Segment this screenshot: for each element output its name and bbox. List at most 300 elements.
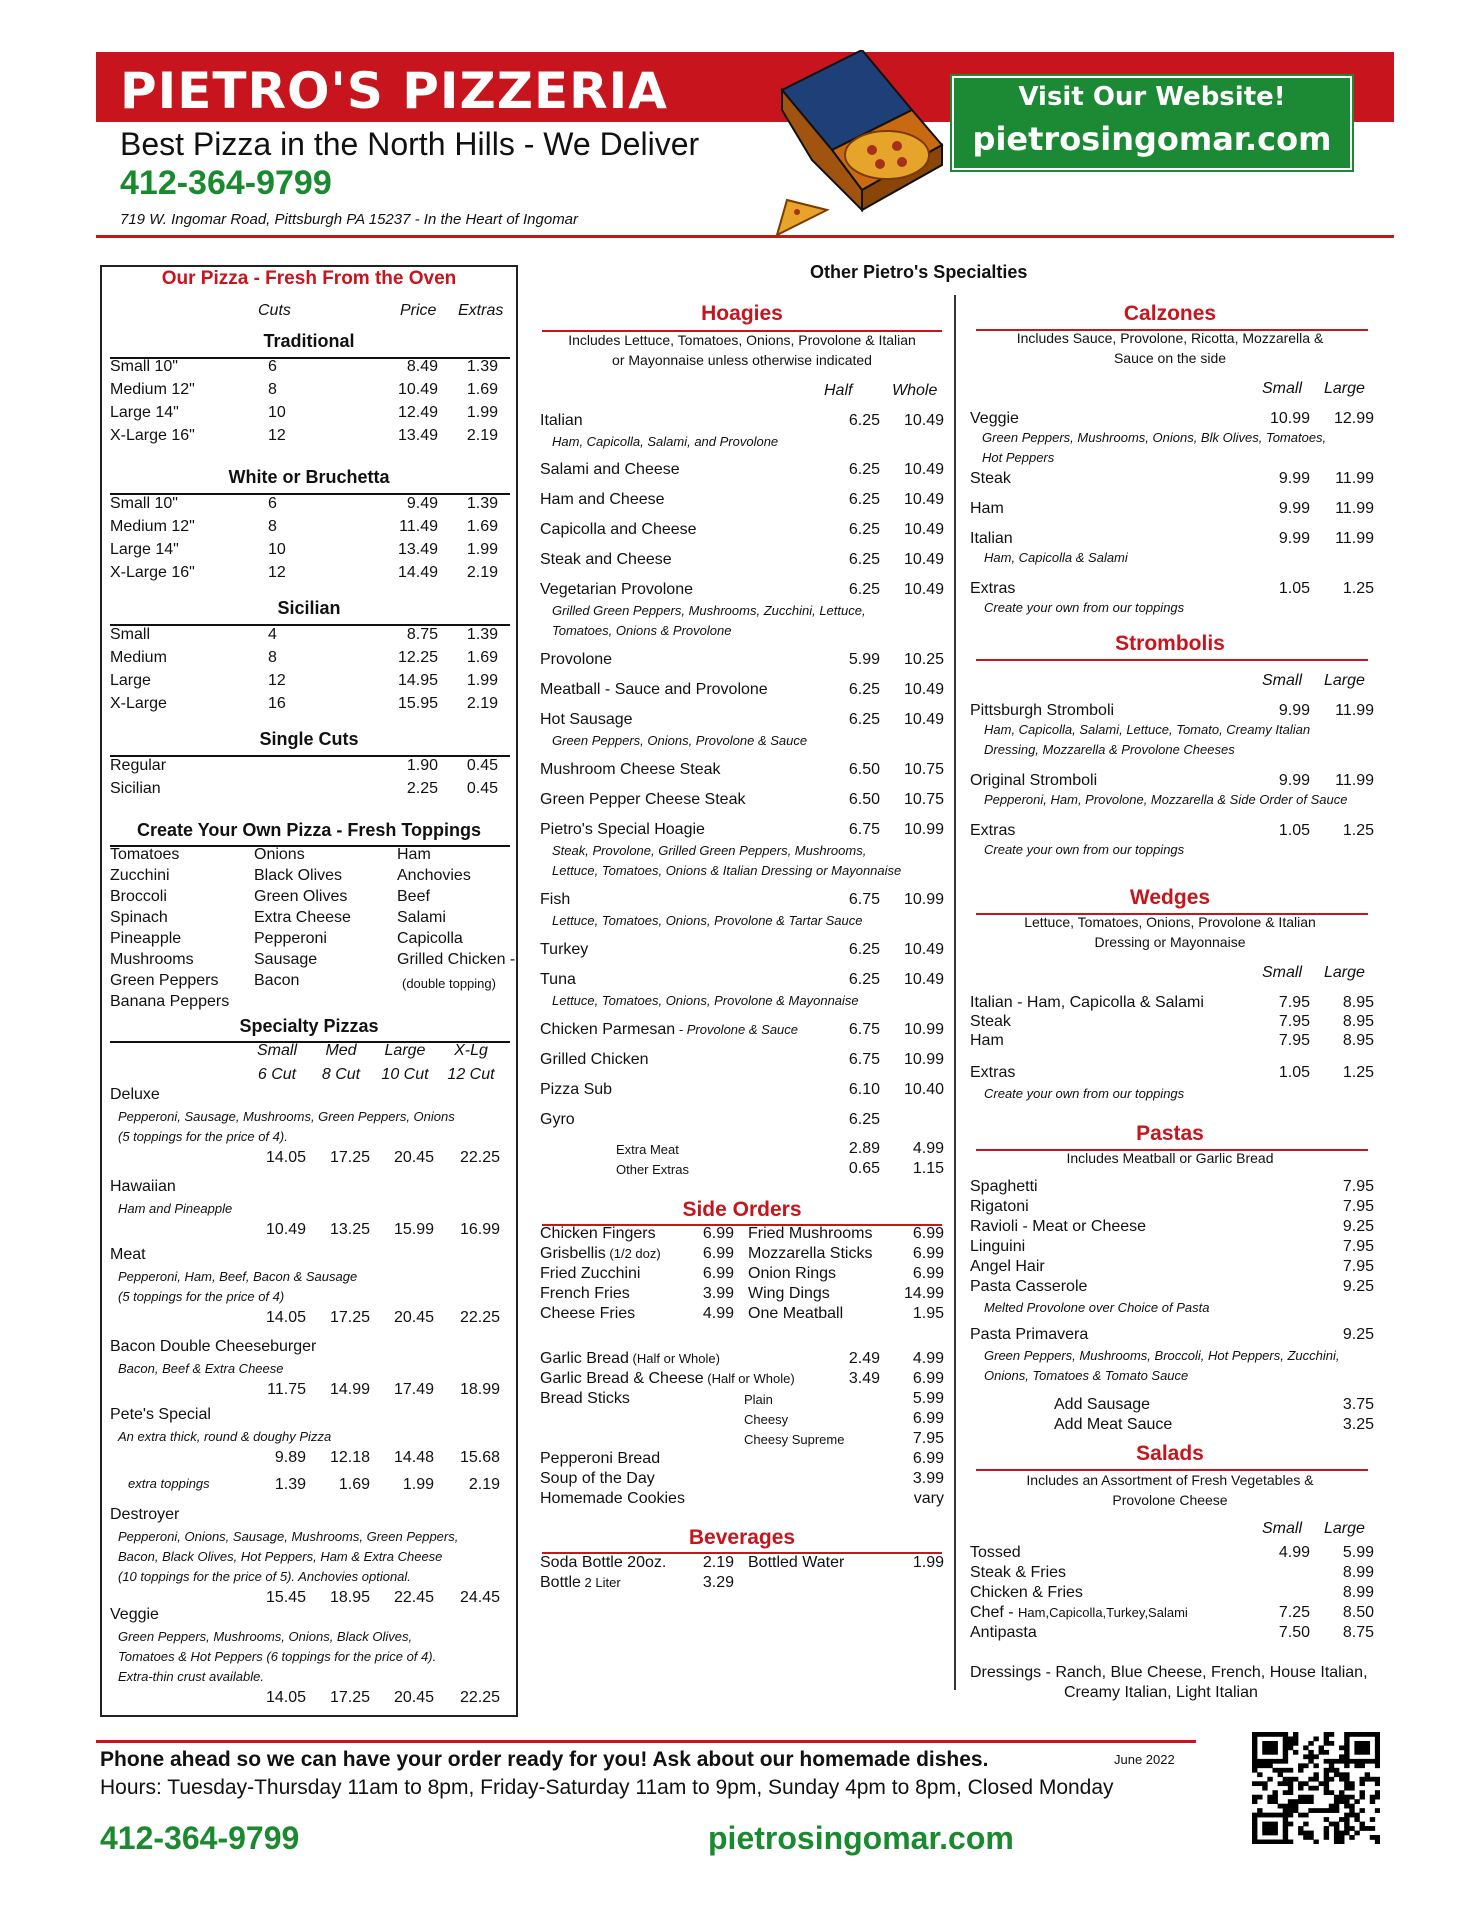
size-name: X-Large [110, 695, 167, 712]
specialty-price: 22.25 [459, 1309, 500, 1326]
garlic-note: (Half or Whole) [703, 1371, 795, 1386]
garlic-name: Garlic Bread (Half or Whole) [540, 1350, 720, 1367]
stromboli-name: Pittsburgh Stromboli [970, 702, 1115, 719]
calzone-small: 1.05 [1278, 580, 1310, 597]
specialty-price: 9.89 [274, 1449, 306, 1466]
salad-large: 8.50 [1342, 1604, 1374, 1621]
topping-item: Grilled Chicken - [397, 951, 516, 968]
size-price: 13.49 [397, 427, 438, 444]
size-cuts: 8 [268, 649, 277, 666]
stromboli-desc: Ham, Capicolla, Salami, Lettuce, Tomato, Creamy Italian [984, 722, 1311, 737]
stromboli-small: 9.99 [1278, 772, 1310, 789]
hoagie-half: 6.25 [848, 941, 880, 958]
hoagie-name: Meatball - Sauce and Provolone [540, 681, 768, 698]
pasta-name: Linguini [970, 1238, 1026, 1255]
calzone-small: 9.99 [1278, 470, 1310, 487]
col-small: Small [1262, 672, 1303, 689]
side-price: 6.99 [702, 1225, 734, 1242]
beverages-title: Beverages [688, 1526, 796, 1549]
specialty-price: 11.75 [267, 1381, 306, 1398]
calzone-desc: Create your own from our toppings [984, 600, 1185, 615]
hoagie-name: Turkey [540, 941, 589, 958]
hoagie-name: Capicolla and Cheese [540, 521, 697, 538]
extra-topping-price: 1.39 [274, 1476, 306, 1493]
size-cuts: 10 [268, 541, 286, 558]
topping-item: Anchovies [397, 867, 471, 884]
pasta-price: 7.95 [1342, 1238, 1374, 1255]
extra-topping-price: 2.19 [468, 1476, 500, 1493]
hoagie-name: Fish [540, 891, 571, 908]
hoagie-whole: 10.99 [903, 1021, 944, 1038]
phone-number[interactable]: 412-364-9799 [120, 164, 332, 202]
wedge-extras-large: 1.25 [1342, 1064, 1374, 1081]
calzone-large: 11.99 [1335, 500, 1374, 517]
size-price: 15.95 [397, 695, 438, 712]
side-name: One Meatball [748, 1305, 844, 1322]
size-header: Small [256, 1042, 297, 1059]
stromboli-small: 9.99 [1278, 702, 1310, 719]
calzone-small: 9.99 [1278, 530, 1310, 547]
calzones-note: Sauce on the side [1113, 350, 1227, 366]
pasta-name: Pasta Casserole [970, 1278, 1088, 1295]
side-note: (1/2 doz) [605, 1246, 661, 1261]
side-name: Onion Rings [748, 1265, 837, 1282]
topping-item: Capicolla [397, 930, 463, 947]
garlic-note: (Half or Whole) [628, 1351, 720, 1366]
specialty-title: Specialty Pizzas [239, 1016, 379, 1036]
pasta-name: Ravioli - Meat or Cheese [970, 1218, 1147, 1235]
specialty-name: Veggie [110, 1606, 159, 1623]
hoagie-desc: Lettuce, Tomatoes, Onions & Italian Dressing or Mayonnaise [552, 863, 902, 878]
hoagie-desc: Steak, Provolone, Grilled Green Peppers, Mushrooms, [552, 843, 867, 858]
hoagie-whole: 10.49 [903, 941, 944, 958]
hoagie-whole: 10.40 [903, 1081, 944, 1098]
hoagie-desc: Lettuce, Tomatoes, Onions, Provolone & Mayonnaise [552, 993, 859, 1008]
brand-title: PIETRO'S PIZZERIA [120, 62, 668, 120]
size-extra: 1.99 [466, 672, 498, 689]
size-cuts: 16 [268, 695, 286, 712]
footer-note: Phone ahead so we can have your order ready for you! Ask about our homemade dishes. [100, 1748, 989, 1771]
topping-item: Spinach [110, 909, 168, 926]
hoagie-extra-half: 0.65 [848, 1160, 880, 1177]
column-divider [954, 295, 956, 1690]
hoagie-name: Ham and Cheese [540, 491, 665, 508]
hoagie-desc: Green Peppers, Onions, Provolone & Sauce [552, 733, 808, 748]
side-name: Fried Zucchini [540, 1265, 641, 1282]
hoagie-suffix: - Provolone & Sauce [675, 1022, 799, 1037]
specialty-price: 14.48 [393, 1449, 434, 1466]
col-half: Half [824, 382, 853, 399]
beverage-note: 2 Liter [580, 1575, 621, 1590]
strombolis-title: Strombolis [1115, 632, 1225, 655]
size-price: 14.95 [397, 672, 438, 689]
size-price: 9.49 [406, 495, 438, 512]
side-price: 6.99 [912, 1245, 944, 1262]
hoagie-name: Tuna [540, 971, 576, 988]
size-name: Small 10" [110, 358, 178, 375]
topping-item: Pineapple [110, 930, 182, 947]
size-name: Large 14" [110, 404, 179, 421]
wedge-name: Ham [970, 1032, 1004, 1049]
beverage-name: Bottled Water [748, 1554, 845, 1571]
website-url[interactable]: pietrosingomar.com [972, 120, 1332, 158]
pasta-name: Angel Hair [970, 1258, 1045, 1275]
hoagie-half: 6.75 [848, 821, 880, 838]
topping-item: Black Olives [254, 867, 343, 884]
pasta-add: Add Sausage [1054, 1396, 1151, 1413]
pasta-add-price: 3.75 [1342, 1396, 1374, 1413]
specialty-desc: Pepperoni, Sausage, Mushrooms, Green Peppers, Onions [118, 1109, 455, 1124]
section-traditional: Traditional [263, 331, 355, 351]
pasta-primavera-note: Green Peppers, Mushrooms, Broccoli, Hot Peppers, Zucchini, [984, 1348, 1340, 1363]
size-price: 8.49 [406, 358, 438, 375]
topping-item: Salami [397, 909, 446, 926]
topping-item: Sausage [254, 951, 318, 968]
side-name: Fried Mushrooms [748, 1225, 873, 1242]
hoagie-half: 6.25 [848, 491, 880, 508]
pasta-add: Add Meat Sauce [1054, 1416, 1173, 1433]
stromboli-desc: Dressing, Mozzarella & Provolone Cheeses [984, 742, 1235, 757]
col-large: Large [1324, 1520, 1365, 1537]
size-extra: 1.99 [466, 541, 498, 558]
tagline: Best Pizza in the North Hills - We Deliver [120, 126, 700, 162]
salad-large: 8.99 [1342, 1584, 1374, 1601]
specialty-price: 20.45 [393, 1149, 434, 1166]
size-price: 12.25 [397, 649, 438, 666]
hoagie-whole: 10.49 [903, 551, 944, 568]
hoagie-half: 6.50 [848, 791, 880, 808]
salads-rule [976, 1469, 1368, 1471]
salad-dressings: Creamy Italian, Light Italian [1064, 1684, 1258, 1701]
hoagie-half: 6.75 [848, 1051, 880, 1068]
hoagie-whole: 10.49 [903, 681, 944, 698]
size-extra: 1.69 [466, 381, 498, 398]
hoagie-whole: 10.49 [903, 521, 944, 538]
salad-name: Chef - Ham,Capicolla,Turkey,Salami [970, 1604, 1188, 1621]
wedge-small: 7.95 [1278, 994, 1310, 1011]
size-price: 10.49 [397, 381, 438, 398]
specialty-price: 17.25 [329, 1149, 370, 1166]
size-cuts: 10 [268, 404, 286, 421]
beverage-price: 3.29 [702, 1574, 734, 1591]
size-price: 11.49 [399, 518, 438, 535]
hoagie-whole: 10.49 [903, 412, 944, 429]
specialty-price: 12.18 [329, 1449, 370, 1466]
size-name: Small 10" [110, 495, 178, 512]
specialty-price: 17.25 [329, 1689, 370, 1706]
size-extra: 1.99 [466, 404, 498, 421]
specialty-price: 10.49 [265, 1221, 306, 1238]
specialty-price: 22.25 [459, 1689, 500, 1706]
size-cuts: 12 [268, 427, 286, 444]
size-cuts: 4 [268, 626, 277, 643]
wedge-large: 8.95 [1342, 1032, 1374, 1049]
side-price: 1.95 [912, 1305, 944, 1322]
hoagie-whole: 10.49 [903, 491, 944, 508]
salad-name: Chicken & Fries [970, 1584, 1083, 1601]
topping-item: Bacon [254, 972, 300, 989]
hoagie-name: Mushroom Cheese Steak [540, 761, 721, 778]
col-small: Small [1262, 964, 1303, 981]
hoagie-half: 6.50 [848, 761, 880, 778]
extra-toppings-label: extra toppings [128, 1476, 210, 1491]
topping-note: (double topping) [402, 976, 496, 991]
hoagie-whole: 10.99 [903, 1051, 944, 1068]
header-rule [96, 235, 1394, 238]
salad-name: Antipasta [970, 1624, 1037, 1641]
pasta-name: Spaghetti [970, 1178, 1038, 1195]
salad-dressings: Dressings - Ranch, Blue Cheese, French, House Italian, [970, 1664, 1368, 1681]
hoagie-name: Green Pepper Cheese Steak [540, 791, 746, 808]
topping-item: Mushrooms [110, 951, 194, 968]
topping-item: Banana Peppers [110, 993, 230, 1010]
wedges-note: Lettuce, Tomatoes, Onions, Provolone & Italian [1024, 914, 1316, 930]
qr-code-icon[interactable] [1252, 1732, 1380, 1844]
stromboli-large: 1.25 [1342, 822, 1374, 839]
size-extra: 2.19 [466, 695, 498, 712]
section-white: White or Bruchetta [228, 467, 390, 487]
specialty-desc: Green Peppers, Mushrooms, Onions, Black Olives, [118, 1629, 413, 1644]
pasta-add-price: 3.25 [1342, 1416, 1374, 1433]
size-extra: 1.39 [466, 358, 498, 375]
size-price: 8.75 [406, 626, 438, 643]
toppings-title: Create Your Own Pizza - Fresh Toppings [136, 820, 482, 840]
pasta-casserole-note: Melted Provolone over Choice of Pasta [984, 1300, 1210, 1315]
specialty-desc: (10 toppings for the price of 5). Anchovies optional. [118, 1569, 411, 1584]
salad-small: 7.25 [1278, 1604, 1310, 1621]
footer-website[interactable]: pietrosingomar.com [708, 1820, 1014, 1856]
specialty-desc: (5 toppings for the price of 4) [118, 1289, 285, 1304]
specialty-desc: Ham and Pineapple [118, 1201, 233, 1216]
size-extra: 1.69 [466, 518, 498, 535]
hoagie-half: 6.25 [848, 1111, 880, 1128]
wedge-extras-note: Create your own from our toppings [984, 1086, 1185, 1101]
footer-phone[interactable]: 412-364-9799 [100, 1820, 300, 1856]
other-specialties-title: Other Pietro's Specialties [810, 262, 1028, 282]
calzone-desc: Ham, Capicolla & Salami [984, 550, 1128, 565]
hoagie-whole: 10.49 [903, 581, 944, 598]
size-extra: 1.39 [466, 495, 498, 512]
salad-note: Ham,Capicolla,Turkey,Salami [1018, 1605, 1188, 1620]
pizza-box-icon [752, 50, 952, 245]
hoagie-half: 6.25 [848, 971, 880, 988]
specialty-desc: Pepperoni, Ham, Beef, Bacon & Sausage [118, 1269, 358, 1284]
hoagie-extra-name: Other Extras [616, 1162, 689, 1177]
specialty-price: 16.99 [459, 1221, 500, 1238]
menu-date: June 2022 [1114, 1752, 1175, 1767]
hoagie-desc: Grilled Green Peppers, Mushrooms, Zucchini, Lettuce, [552, 603, 866, 618]
pasta-price: 9.25 [1342, 1218, 1374, 1235]
topping-item: Zucchini [110, 867, 170, 884]
hoagies-note: or Mayonnaise unless otherwise indicated [612, 352, 872, 368]
cut-header: 10 Cut [381, 1066, 429, 1083]
stick-type: Plain [744, 1392, 773, 1407]
pastas-title: Pastas [1136, 1122, 1204, 1145]
topping-item: Tomatoes [110, 846, 180, 863]
hoagie-name: Salami and Cheese [540, 461, 680, 478]
topping-item: Beef [397, 888, 430, 905]
stromboli-large: 11.99 [1335, 702, 1374, 719]
side-name: Chicken Fingers [540, 1225, 656, 1242]
side-price: 6.99 [912, 1225, 944, 1242]
cut-header: 6 Cut [257, 1066, 297, 1083]
hoagie-half: 5.99 [848, 651, 880, 668]
wedge-large: 8.95 [1342, 1013, 1374, 1030]
side-price: 6.99 [702, 1265, 734, 1282]
calzone-large: 11.99 [1335, 470, 1374, 487]
topping-item: Broccoli [110, 888, 167, 905]
size-header: X-Lg [454, 1042, 488, 1059]
size-extra: 1.39 [466, 626, 498, 643]
calzone-name: Ham [970, 500, 1004, 517]
side-name: Mozzarella Sticks [748, 1245, 873, 1262]
pasta-price: 7.95 [1342, 1178, 1374, 1195]
pasta-price: 7.95 [1342, 1198, 1374, 1215]
address: 719 W. Ingomar Road, Pittsburgh PA 15237 - In the Heart of Ingomar [120, 211, 579, 228]
col-large: Large [1324, 672, 1365, 689]
size-name: Medium [110, 649, 167, 666]
hoagies-note: Includes Lettuce, Tomatoes, Onions, Provolone & Italian [568, 332, 916, 348]
garlic-name: Garlic Bread & Cheese (Half or Whole) [540, 1370, 795, 1387]
calzone-name: Italian [970, 530, 1013, 547]
side-misc-name: Pepperoni Bread [540, 1450, 661, 1467]
pizza-title: Our Pizza - Fresh From the Oven [161, 268, 457, 289]
hoagie-half: 6.25 [848, 581, 880, 598]
stromboli-small: 1.05 [1278, 822, 1310, 839]
specialty-price: 20.45 [393, 1689, 434, 1706]
wedge-name: Italian - Ham, Capicolla & Salami [970, 994, 1204, 1011]
hoagie-half: 6.25 [848, 711, 880, 728]
beverage-price: 2.19 [702, 1554, 734, 1571]
website-cta[interactable]: Visit Our Website! [1018, 82, 1286, 112]
salads-note: Includes an Assortment of Fresh Vegetables & [1026, 1472, 1314, 1488]
hoagie-extra-half: 2.89 [848, 1140, 880, 1157]
col-large: Large [1324, 380, 1365, 397]
specialty-desc: (5 toppings for the price of 4). [118, 1129, 288, 1144]
stick-price: 6.99 [912, 1410, 944, 1427]
hoagie-half: 6.75 [848, 1021, 880, 1038]
pasta-name: Rigatoni [970, 1198, 1029, 1215]
beverage-price: 1.99 [912, 1554, 944, 1571]
hoagie-extra-whole: 4.99 [912, 1140, 944, 1157]
size-cuts: 12 [268, 672, 286, 689]
side-misc-price: 3.99 [912, 1470, 944, 1487]
size-name: Large [110, 672, 151, 689]
bread-sticks: Bread Sticks [540, 1390, 630, 1407]
stick-price: 7.95 [912, 1430, 944, 1447]
salad-name: Tossed [970, 1544, 1021, 1561]
specialty-price: 22.25 [459, 1149, 500, 1166]
size-header: Large [384, 1042, 426, 1059]
hoagie-half: 6.25 [848, 412, 880, 429]
topping-item: Ham [397, 846, 431, 863]
size-name: X-Large 16" [110, 427, 195, 444]
wedge-small: 7.95 [1278, 1032, 1310, 1049]
hoagie-desc: Lettuce, Tomatoes, Onions, Provolone & Tartar Sauce [552, 913, 863, 928]
beverage-name: Bottle 2 Liter [540, 1574, 621, 1591]
col-extras: Extras [458, 302, 504, 319]
hoagie-whole: 10.75 [903, 761, 944, 778]
size-price: 1.90 [406, 757, 438, 774]
size-name: X-Large 16" [110, 564, 195, 581]
hoagie-name: Italian [540, 412, 583, 429]
calzone-large: 11.99 [1335, 530, 1374, 547]
calzone-desc: Green Peppers, Mushrooms, Onions, Blk Olives, Tomatoes, [982, 430, 1327, 445]
hoagie-whole: 10.49 [903, 461, 944, 478]
col-cuts: Cuts [258, 302, 291, 319]
size-extra: 2.19 [466, 427, 498, 444]
salads-note: Provolone Cheese [1112, 1492, 1228, 1508]
salad-large: 5.99 [1342, 1544, 1374, 1561]
calzone-name: Veggie [970, 410, 1019, 427]
col-price: Price [400, 302, 437, 319]
size-price: 14.49 [397, 564, 438, 581]
salads-title: Salads [1136, 1442, 1204, 1465]
calzone-large: 12.99 [1333, 410, 1374, 427]
calzone-name: Extras [970, 580, 1016, 597]
specialty-price: 14.05 [265, 1149, 306, 1166]
specialty-desc: Extra-thin crust available. [118, 1669, 264, 1684]
side-price: 4.99 [702, 1305, 734, 1322]
hoagie-whole: 10.99 [903, 821, 944, 838]
calzone-small: 10.99 [1269, 410, 1310, 427]
stick-price: 5.99 [912, 1390, 944, 1407]
calzone-large: 1.25 [1342, 580, 1374, 597]
garlic-half: 2.49 [848, 1350, 880, 1367]
strombolis-rule [976, 659, 1368, 661]
hoagie-name: Vegetarian Provolone [540, 581, 693, 598]
size-cuts: 6 [268, 358, 277, 375]
stromboli-name: Extras [970, 822, 1016, 839]
specialty-price: 15.45 [265, 1589, 306, 1606]
specialty-name: Hawaiian [110, 1178, 176, 1195]
hoagie-name: Hot Sausage [540, 711, 633, 728]
specialty-name: Destroyer [110, 1506, 180, 1523]
specialty-name: Bacon Double Cheeseburger [110, 1338, 317, 1355]
calzones-note: Includes Sauce, Provolone, Ricotta, Mozzarella & [1016, 330, 1324, 346]
specialty-desc: Pepperoni, Onions, Sausage, Mushrooms, Green Peppers, [118, 1529, 459, 1544]
garlic-half: 3.49 [848, 1370, 880, 1387]
hoagie-extra-name: Extra Meat [616, 1142, 679, 1157]
size-cuts: 8 [268, 381, 277, 398]
specialty-name: Meat [110, 1246, 146, 1263]
hoagie-name: Grilled Chicken [540, 1051, 649, 1068]
cut-header: 12 Cut [447, 1066, 495, 1083]
hours: Hours: Tuesday-Thursday 11am to 8pm, Friday-Saturday 11am to 9pm, Sunday 4pm to 8pm, Closed Monday [100, 1776, 1114, 1799]
section-sicilian: Sicilian [277, 598, 341, 618]
pasta-primavera: Pasta Primavera [970, 1326, 1089, 1343]
pasta-primavera-price: 9.25 [1342, 1326, 1374, 1343]
pasta-price: 7.95 [1342, 1258, 1374, 1275]
hoagie-half: 6.25 [848, 521, 880, 538]
cut-header: 8 Cut [321, 1066, 361, 1083]
specialty-price: 15.68 [459, 1449, 500, 1466]
side-misc-price: 6.99 [912, 1450, 944, 1467]
size-name: Sicilian [110, 780, 161, 797]
side-misc-name: Soup of the Day [540, 1470, 655, 1487]
side-misc-name: Homemade Cookies [540, 1490, 685, 1507]
specialty-price: 20.45 [393, 1309, 434, 1326]
specialty-price: 15.99 [393, 1221, 434, 1238]
hoagie-half: 6.10 [848, 1081, 880, 1098]
hoagies-title: Hoagies [701, 302, 783, 325]
size-extra: 0.45 [466, 757, 498, 774]
topping-item: Pepperoni [254, 930, 327, 947]
side-misc-price: vary [913, 1490, 944, 1507]
hoagie-whole: 10.99 [903, 891, 944, 908]
salad-small: 7.50 [1278, 1624, 1310, 1641]
specialty-price: 18.95 [329, 1589, 370, 1606]
